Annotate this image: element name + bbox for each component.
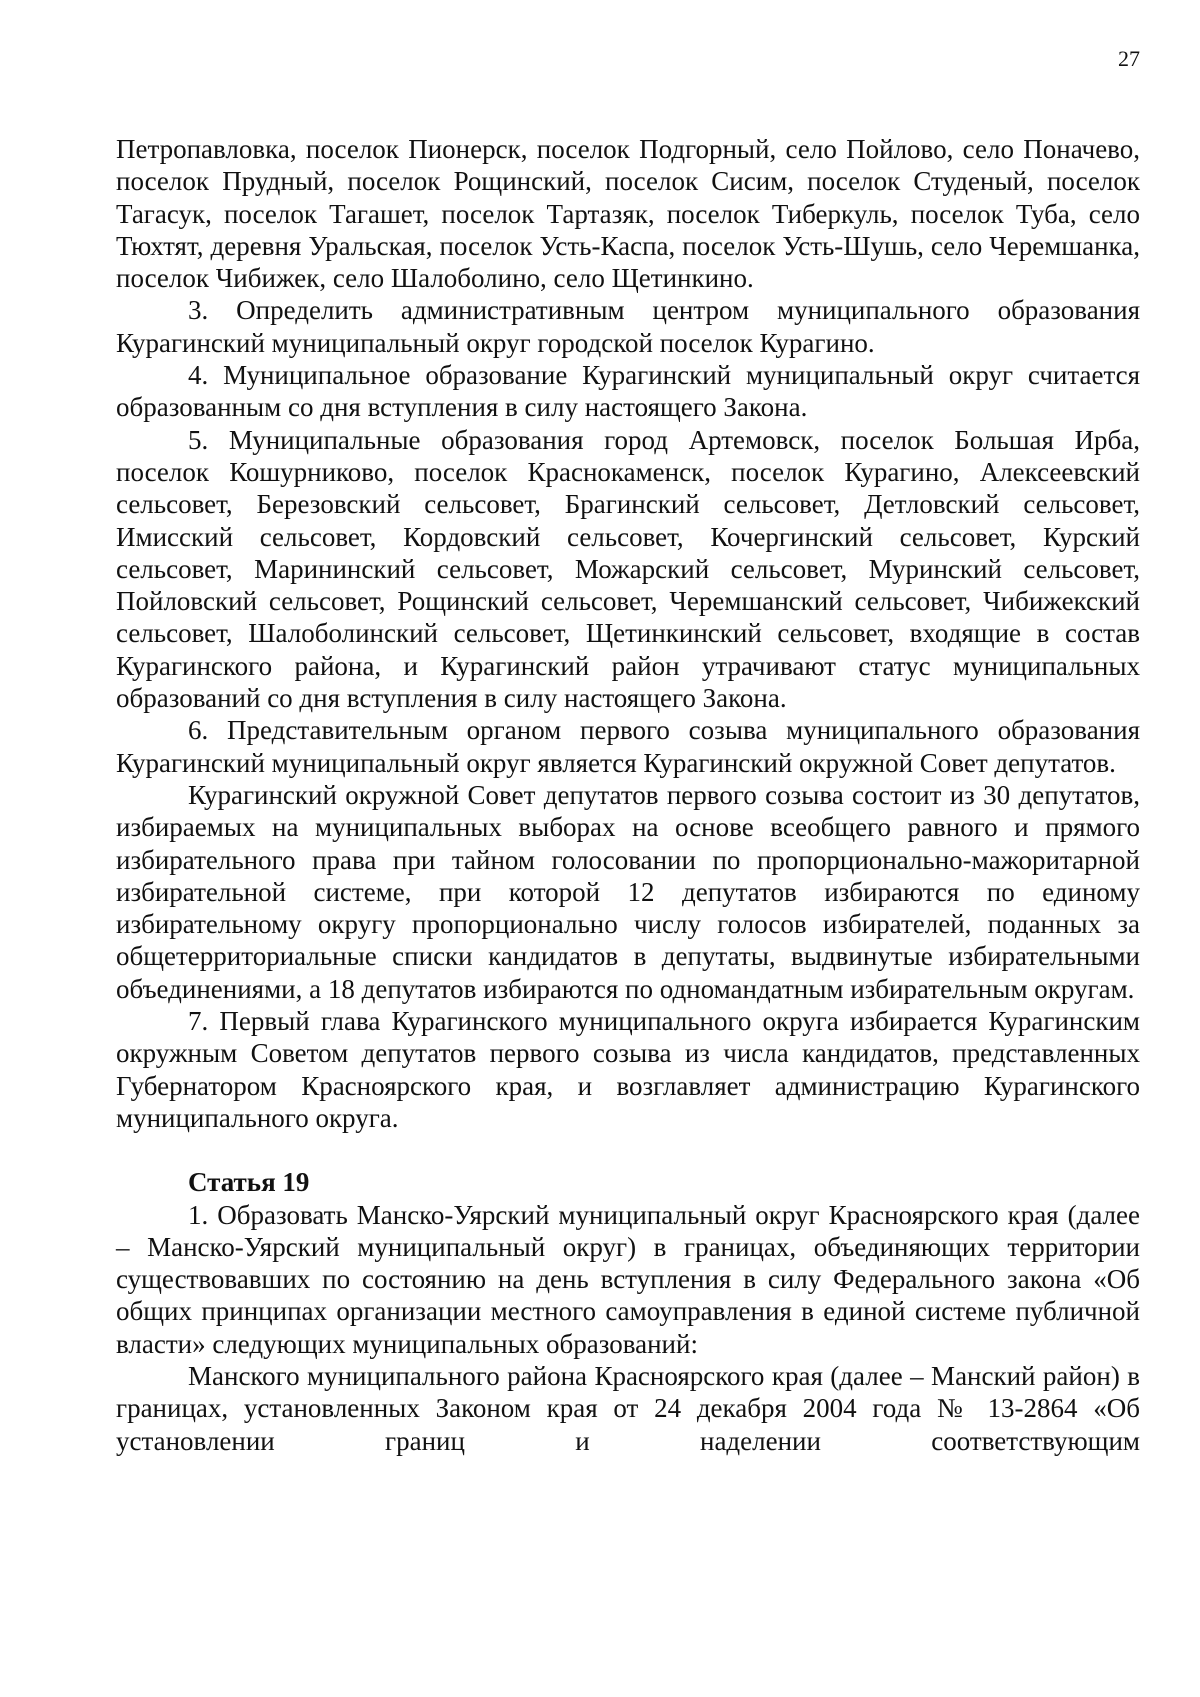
article-paragraph-2: Манского муниципального района Красноярского края (далее – Манский район) в границах, установленных Законом края от 24 декабря 2004 года № 13-2864 «Об установлении границ и наделении соответствующим — [116, 1360, 1140, 1456]
paragraph-item-7: 7. Первый глава Курагинского муниципального округа избирается Курагинским окружным Советом депутатов первого созыва из числа кандидатов, представленных Губернатором Красноярского края, и возглавляет администрацию Курагинского муниципального округа. — [116, 1006, 1140, 1133]
paragraph-item-6: 6. Представительным органом первого созыва муниципального образования Курагинский муниципальный округ является Курагинский окружной Совет депутатов. — [116, 715, 1140, 778]
paragraph-item-4: 4. Муниципальное образование Курагинский муниципальный округ считается образованным со дня вступления в силу настоящего Закона. — [116, 360, 1140, 423]
paragraph-item-5: 5. Муниципальные образования город Артемовск, поселок Большая Ирба, поселок Кошурниково, поселок Краснокаменск, поселок Курагино, Алексеевский сельсовет, Березовский сельсовет, Брагинский сельсовет, Детловский сельсовет, Имисский сельсовет, Кордовский сельсовет, Кочергинский сельсовет, Курский сельсовет, Марининский сельсовет, Можарский сельсовет, Муринский сельсовет, Пойловский сельсовет, Рощинский сельсовет, Черемшанский сельсовет, Чибижекский сельсовет, Шалоболинский сельсовет, Щетинкинский сельсовет, входящие в состав Курагинского района, и Курагинский район утрачивают статус муниципальных образований со дня вступления в силу настоящего Закона. — [116, 424, 1140, 714]
document-body — [116, 133, 1140, 1457]
paragraph-continued: Петропавловка, поселок Пионерск, поселок Подгорный, село Пойлово, село Поначево, поселок Прудный, поселок Рощинский, поселок Сисим, поселок Студеный, поселок Тагасук, поселок Тагашет, поселок Тартазяк, поселок Тиберкуль, поселок Туба, село Тюхтят, деревня Уральская, поселок Усть-Каспа, поселок Усть-Шушь, село Черемшанка, поселок Чибижек, село Шалоболино, село Щетинкино. — [116, 134, 1140, 294]
article-heading: Статья 19 — [188, 1167, 310, 1198]
page-number: 27 — [1118, 46, 1140, 71]
paragraph-item-3: 3. Определить административным центром муниципального образования Курагинский муниципальный округ городской поселок Курагино. — [116, 295, 1140, 358]
article-paragraph-1: 1. Образовать Манско-Уярский муниципальный округ Красноярского края (далее – Манско-Уярский муниципальный округ) в границах, объединяющих территории существовавших по состоянию на день вступления в силу Федерального закона «Об общих принципах организации местного самоуправления в единой системе публичной власти» следующих муниципальных образований: — [116, 1199, 1140, 1359]
paragraph-item-6-council: Курагинский окружной Совет депутатов первого созыва состоит из 30 депутатов, избираемых на муниципальных выборах на основе всеобщего равного и прямого избирательного права при тайном голосовании по пропорционально-мажоритарной избирательной системе, при которой 12 депутатов избираются по единому избирательному округу пропорционально числу голосов избирателей, поданных за общетерриториальные списки кандидатов в депутаты, выдвинутые избирательными объединениями, а 18 депутатов избираются по одномандатным избирательным округам. — [116, 779, 1140, 1004]
